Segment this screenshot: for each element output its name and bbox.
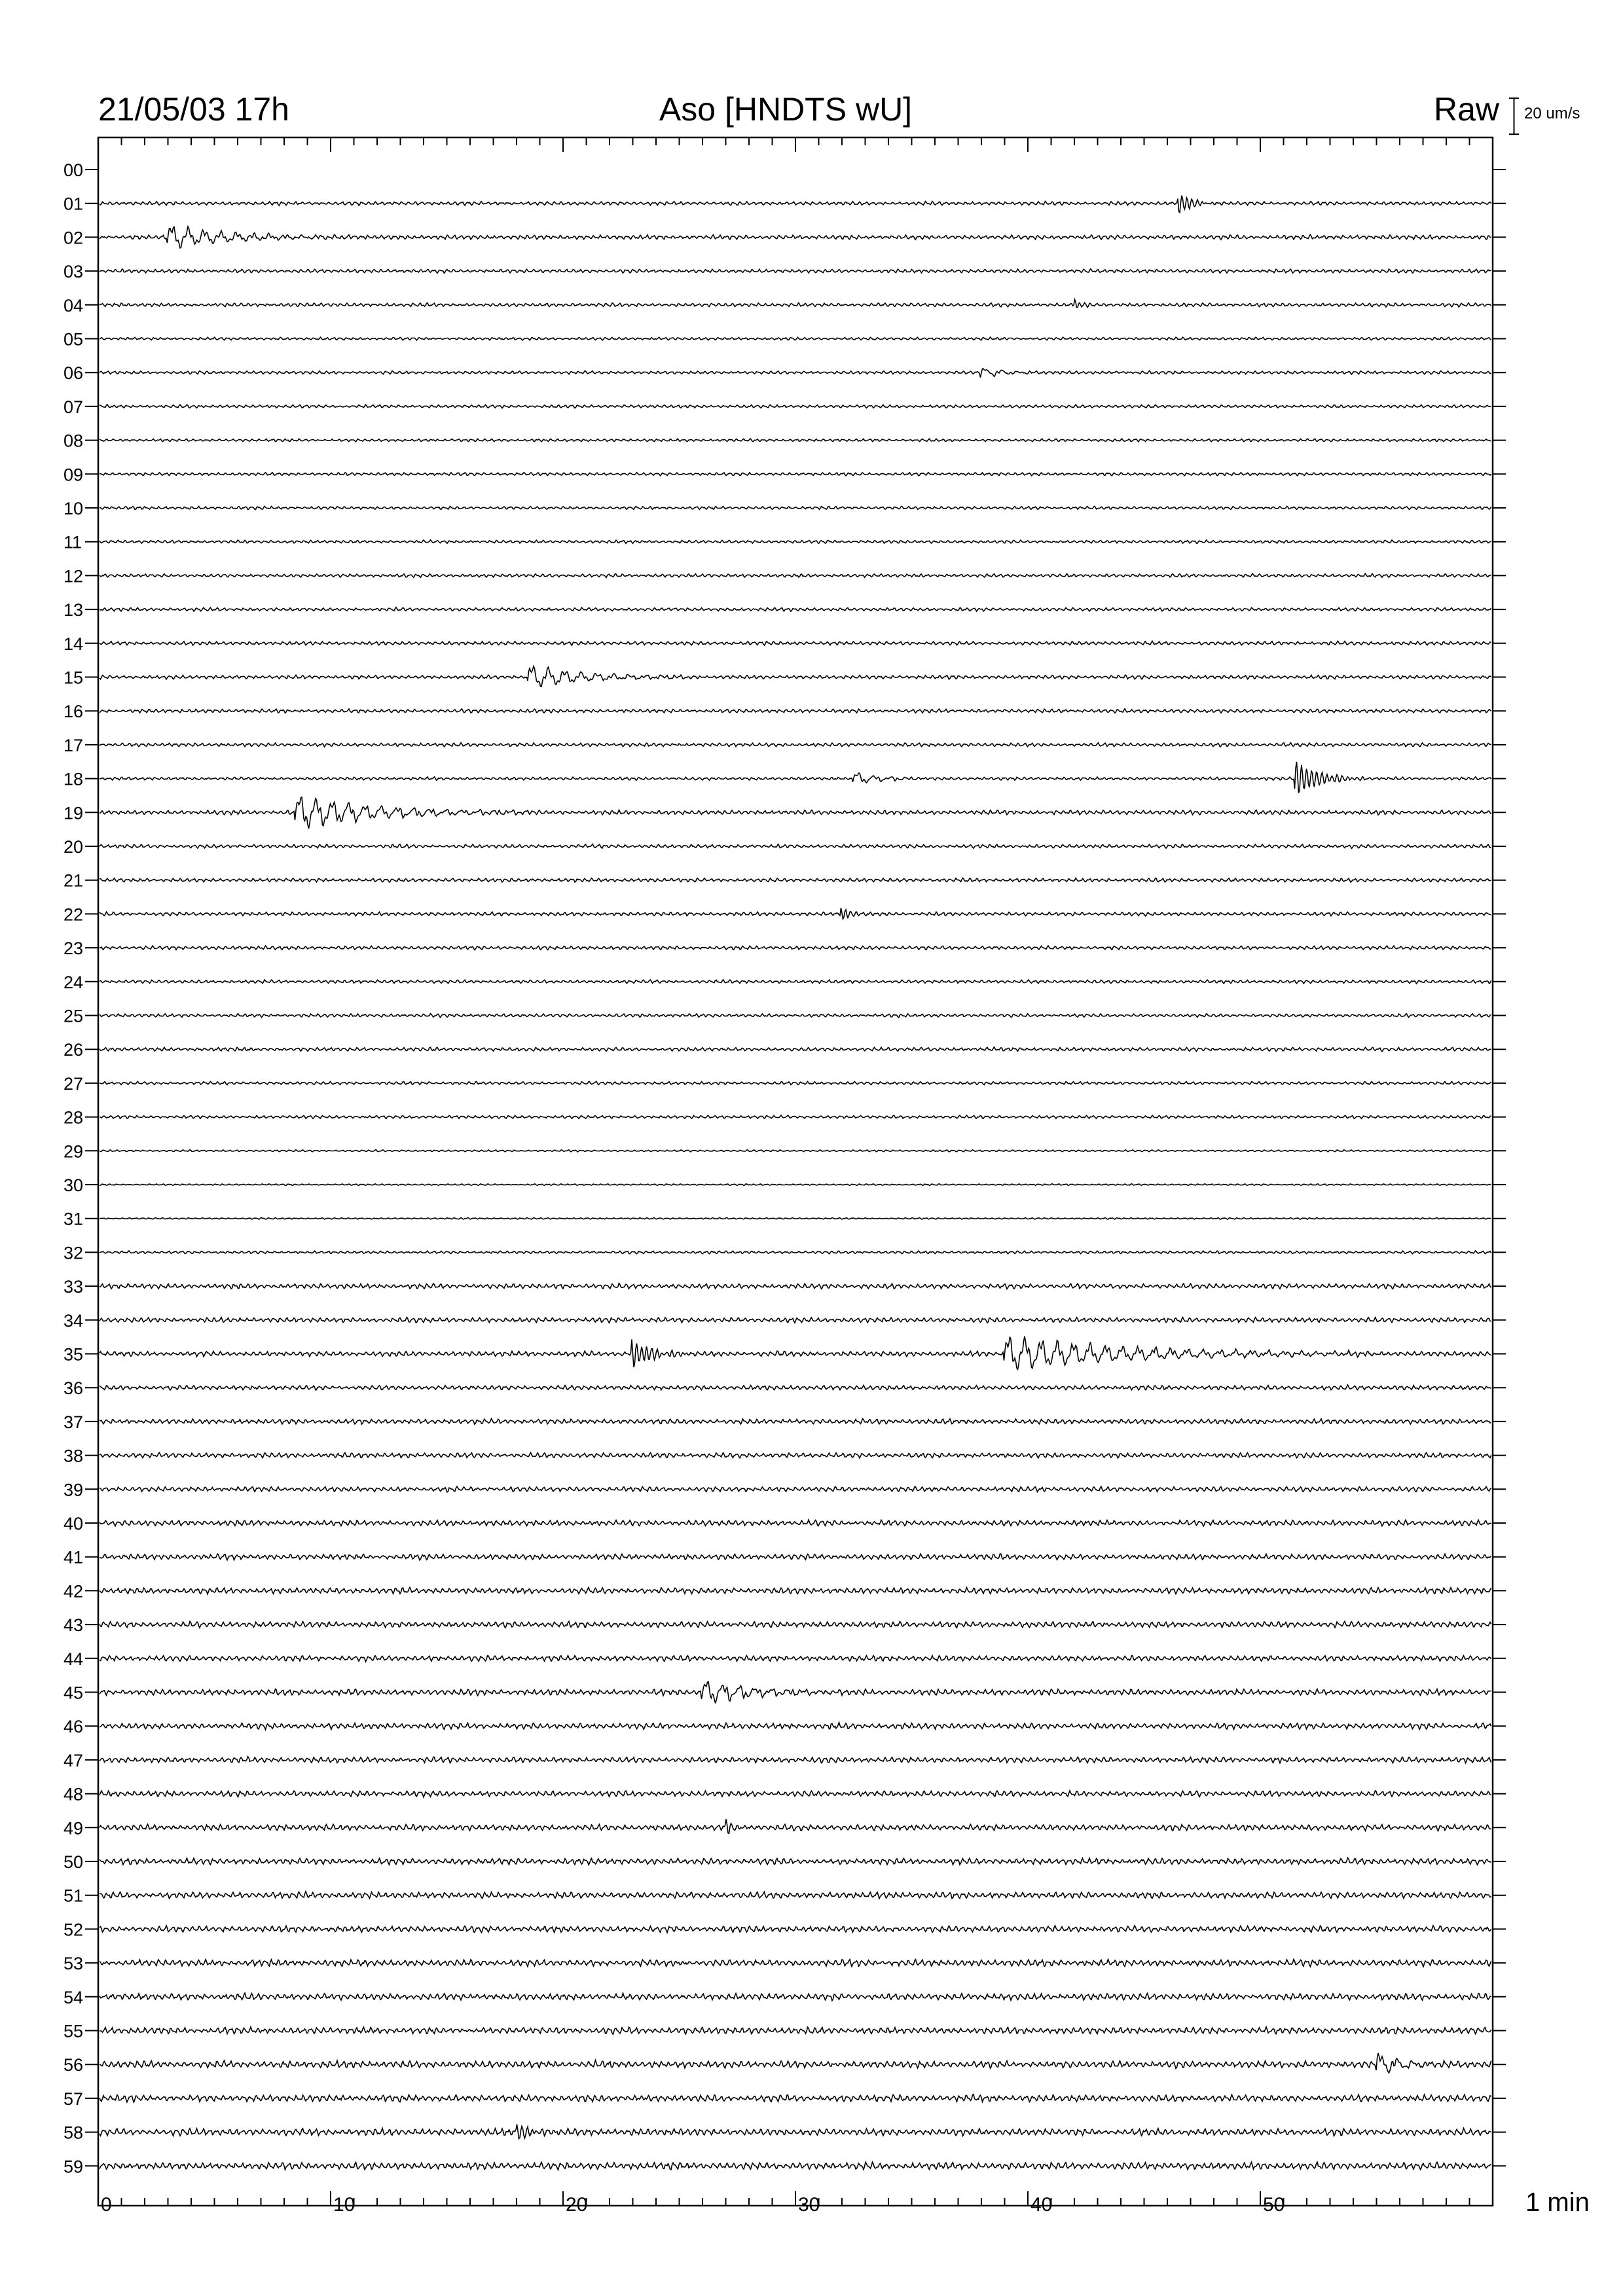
row-label: 33 (64, 1277, 84, 1297)
trace-row-10 (100, 506, 1491, 509)
row-label: 37 (64, 1412, 84, 1432)
trace-row-21 (100, 878, 1491, 882)
row-label: 02 (64, 228, 84, 248)
row-label: 19 (64, 803, 84, 823)
trace-row-04 (100, 300, 1491, 308)
trace-row-53 (100, 1960, 1491, 1967)
row-label: 49 (64, 1818, 84, 1839)
row-label: 30 (64, 1175, 84, 1195)
row-label: 16 (64, 702, 84, 722)
row-label: 47 (64, 1750, 84, 1770)
trace-row-34 (100, 1318, 1491, 1323)
x-tick-label: 0 (101, 2194, 112, 2215)
mode-label: Raw (1433, 91, 1499, 128)
trace-row-43 (100, 1621, 1491, 1628)
trace-row-32 (100, 1251, 1491, 1254)
x-tick-label: 50 (1263, 2194, 1285, 2215)
row-label: 32 (64, 1243, 84, 1263)
trace-row-23 (100, 946, 1491, 950)
trace-row-05 (100, 337, 1491, 340)
trace-row-17 (100, 743, 1491, 747)
trace-row-07 (100, 404, 1491, 408)
row-label: 28 (64, 1107, 84, 1128)
trace-row-48 (100, 1791, 1491, 1797)
row-label: 17 (64, 735, 84, 755)
trace-row-41 (100, 1554, 1491, 1560)
date-hour-label: 21/05/03 17h (98, 91, 289, 128)
trace-row-31 (100, 1217, 1491, 1219)
station-title: Aso [HNDTS wU] (659, 91, 913, 128)
row-label: 00 (64, 160, 84, 180)
trace-row-02 (100, 226, 1491, 248)
trace-row-19 (100, 797, 1491, 829)
trace-row-46 (100, 1723, 1491, 1730)
x-axis-unit-label: 1 min (1525, 2188, 1590, 2217)
row-label: 59 (64, 2157, 84, 2177)
trace-row-09 (100, 473, 1491, 476)
trace-row-12 (100, 573, 1491, 577)
row-label: 05 (64, 329, 84, 350)
trace-row-29 (100, 1150, 1491, 1152)
row-label: 20 (64, 837, 84, 857)
row-label: 06 (64, 363, 84, 384)
row-label: 53 (64, 1954, 84, 1974)
trace-row-06 (100, 368, 1491, 377)
row-label: 46 (64, 1717, 84, 1737)
row-label: 18 (64, 769, 84, 789)
x-tick-label: 10 (333, 2194, 356, 2215)
row-label: 01 (64, 194, 84, 214)
trace-row-13 (100, 607, 1491, 611)
trace-row-49 (100, 1819, 1491, 1833)
row-label: 51 (64, 1886, 84, 1906)
row-label: 55 (64, 2021, 84, 2041)
trace-row-18 (100, 762, 1491, 793)
trace-row-39 (100, 1486, 1491, 1492)
trace-row-44 (100, 1655, 1491, 1661)
x-tick-label: 30 (798, 2194, 820, 2215)
trace-row-35 (100, 1336, 1491, 1370)
row-label: 11 (64, 532, 82, 552)
row-label: 31 (64, 1209, 84, 1229)
trace-row-20 (100, 844, 1491, 849)
trace-row-33 (100, 1283, 1491, 1289)
row-label: 45 (64, 1683, 84, 1703)
trace-row-55 (100, 2027, 1491, 2035)
row-label: 44 (64, 1649, 84, 1669)
row-label: 40 (64, 1514, 84, 1534)
trace-row-08 (100, 439, 1491, 442)
row-label: 29 (64, 1141, 84, 1162)
x-tick-label: 40 (1030, 2194, 1053, 2215)
row-label: 34 (64, 1310, 84, 1331)
trace-row-47 (100, 1757, 1491, 1763)
trace-row-50 (100, 1857, 1491, 1865)
trace-row-26 (100, 1047, 1491, 1052)
trace-row-24 (100, 980, 1491, 984)
row-label: 10 (64, 499, 84, 518)
row-label: 57 (64, 2089, 84, 2109)
trace-row-22 (100, 908, 1491, 919)
trace-row-14 (100, 641, 1491, 645)
row-label: 12 (64, 566, 84, 586)
row-label: 24 (64, 972, 84, 992)
trace-row-54 (100, 1993, 1491, 2001)
trace-row-37 (100, 1418, 1491, 1424)
trace-row-51 (100, 1892, 1491, 1899)
row-label: 25 (64, 1006, 84, 1026)
row-label: 52 (64, 1920, 84, 1940)
row-label: 43 (64, 1615, 84, 1636)
trace-row-11 (100, 540, 1491, 544)
trace-row-38 (100, 1452, 1491, 1458)
row-label: 07 (64, 397, 84, 417)
trace-row-52 (100, 1926, 1491, 1933)
trace-row-45 (100, 1681, 1491, 1702)
row-label: 08 (64, 431, 84, 451)
row-label: 54 (64, 1987, 84, 2007)
row-label: 23 (64, 939, 84, 959)
row-label: 04 (64, 295, 84, 315)
row-label: 41 (64, 1547, 84, 1568)
row-label: 42 (64, 1581, 84, 1602)
trace-row-15 (100, 666, 1491, 687)
row-label: 38 (64, 1446, 84, 1466)
row-label: 35 (64, 1344, 84, 1365)
trace-row-57 (100, 2094, 1491, 2102)
trace-row-27 (100, 1081, 1491, 1085)
row-label: 50 (64, 1852, 84, 1872)
trace-row-01 (100, 196, 1491, 213)
amplitude-scale-bar (1509, 98, 1519, 134)
trace-row-58 (100, 2125, 1491, 2139)
row-label: 56 (64, 2055, 84, 2075)
trace-row-59 (100, 2162, 1491, 2170)
amplitude-scale-label: 20 um/s (1524, 105, 1580, 122)
row-label: 36 (64, 1378, 84, 1399)
trace-row-30 (100, 1184, 1491, 1186)
row-label: 26 (64, 1040, 84, 1060)
row-label: 03 (64, 262, 84, 282)
trace-row-28 (100, 1115, 1491, 1119)
trace-row-25 (100, 1014, 1491, 1018)
x-tick-label: 20 (566, 2194, 588, 2215)
row-label: 13 (64, 600, 84, 620)
row-label: 39 (64, 1480, 84, 1500)
row-label: 27 (64, 1073, 84, 1094)
trace-row-42 (100, 1587, 1491, 1594)
row-label: 15 (64, 668, 84, 688)
trace-row-36 (100, 1385, 1491, 1390)
row-label: 09 (64, 465, 84, 485)
trace-row-16 (100, 709, 1491, 713)
row-label: 48 (64, 1784, 84, 1804)
row-label: 22 (64, 905, 84, 925)
row-label: 58 (64, 2123, 84, 2143)
row-label: 14 (64, 634, 84, 654)
trace-row-56 (100, 2053, 1491, 2073)
trace-row-03 (100, 269, 1491, 274)
trace-row-40 (100, 1520, 1491, 1526)
row-label: 21 (64, 870, 84, 891)
